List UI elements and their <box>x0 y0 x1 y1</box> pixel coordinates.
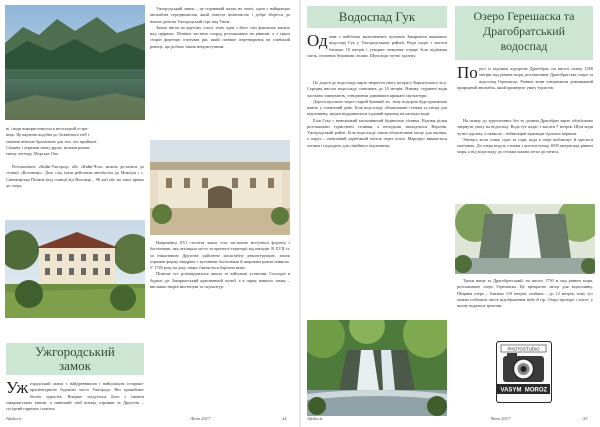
dropcap: Уж <box>6 381 29 397</box>
heading-line: Водоспад Гук <box>338 9 416 24</box>
waterfall-image <box>307 320 447 416</box>
gereshaska-body-text <box>457 118 593 200</box>
left-footer-brand: Afisha.ir <box>6 416 22 421</box>
intro-text: городський замок є найдревнішою і найціліщою історико-архітектурною будовою міста Ужгорода. Він приваблює безліч туристів. Вперше згадується його з іменем закарпатських князів, а нинішній свій вигляд отримав за Друготів – сусідний гарнізон і маєток. <box>6 381 144 411</box>
guk-waterfall-photo <box>307 320 447 416</box>
text-line: тичну легенду. Морське Око. <box>6 151 59 156</box>
heading-line: водоспад <box>500 39 548 53</box>
right-footer-brand: Afisha.ir <box>307 416 323 421</box>
lake-image <box>5 5 145 120</box>
paragraph: Розташовано «Кийв-Ужгород» або «Кийв-Чоп» можна дістатися до станції «Воловець». Далі слід їхати рейсовим автобусом до Міжгір'я і с. Синевирська Поляна (від станції від Воловця – 90 км) або на таксі прямо до озера. <box>6 164 144 188</box>
dragobrat-photo <box>455 204 595 274</box>
heading-line: Драгобратський <box>482 24 566 38</box>
guk-intro <box>307 34 447 76</box>
left-col2-bottom-text <box>150 240 290 414</box>
paragraph: Біля Гуку є невеличкий мальовничий будиночок лісника. Вздовж річки розташовані туристичні стоянки, а неподалік знаходиться Ворочів, Ужгородський район. Біля водоспаду також облаштоване місце для пікніка, а поруч – невеликий дерев'яний місток через потік. Маршрут вважається легким і підходить для сімейного відпочинку. <box>307 117 447 148</box>
text-line: вець. Це картина подібна до бісквітного неб з <box>6 132 90 138</box>
gereshaska-bottom-text <box>457 278 593 336</box>
right-page-number: 25 <box>583 416 588 421</box>
text-line: ні і води використовується нескладній остра- <box>6 126 89 131</box>
page-fold <box>299 0 301 427</box>
left-col1-mid-text <box>6 164 144 216</box>
paragraph: Увечері, коли сонце сідає за гори, вода в озері виблискує й здається магічною. До озера ведуть стежки з висоти понад 1000 метрів над рівнем моря, а від водоспаду до стежки можна легко дістатися. <box>457 136 593 155</box>
text-line: Смішну і отриман свою дружу, вельми роман- <box>6 144 91 150</box>
paragraph: Дорога пролягає через старий буковий ліс, тому подорож буде приємною навіть у спекотний день. Біля водоспаду облаштовані стежки та місця для відпочинку, звідки відкривається чудовий краєвид на каскади води. <box>307 98 447 117</box>
heading-line: Ужгородський <box>35 344 115 359</box>
dropcap: По <box>457 66 478 82</box>
heading-line: Озеро Герешаска та <box>473 9 575 23</box>
paragraph: Наприкінці XVI століття замок стає частиною могутньої фортеці з бастіонами, яка захищала місто та прилеглі території від нападів. В XVII ст. за ініціативою Друготів здійснено масштабну реконструкцію, замок отримав форму квадрата з кутовими бастіонами й широким ровом навколо. У 1728 році на даху замку з'являється барочна вежа. <box>150 240 290 270</box>
stamp-left-text: VASYM <box>500 387 522 394</box>
paragraph: Пізніше тут розміщувалися школа та військові установи. Сьогодні в будівлі діє Закарпатський краєзнавчий музей, а в парку навколо замку – виставка творів мистецтва та скульптур. <box>150 271 290 289</box>
text-line: темною вечною бронзовою для тих, хто прийшов <box>6 138 97 144</box>
left-page-number: 24 <box>282 416 287 421</box>
heading-uzhhorod-castle <box>6 343 144 375</box>
paragraph: Ужгородський замок – це справжній палац на землі, один з найкращих ансамблів середньовіччя, який повстає величністю і добре зберігся до наших днів на Ужгородській горі над Ужем. <box>150 6 290 24</box>
castle-image <box>5 220 145 318</box>
courtyard-photo <box>150 140 290 235</box>
castle-photo <box>5 220 145 318</box>
intro-text: ним з найбільш мальовничих куточків Закарпаття вважають водоспад Гук у Ужгородському районі. Вода падає з висоти близько 10 метрів і утворює невелике озерце біля підніжжя скель, оточених буковими лісами. Шум води чутно здалеку. <box>307 34 447 58</box>
courtyard-image <box>150 140 290 235</box>
lake-photo <box>5 5 145 120</box>
paragraph: Трохи вище за Драгобратський, на висоті 1750 м над рівнем моря, розташоване озеро Герешаска. Це прекрасне місце для відпочинку. Ширина озера – близько 110 метрів, глибина – до 12 метрів, тому тут можна побачити чисте відображення неба й гір. Озеро прозоре і чисте, у ньому водяться тритони. <box>457 278 593 308</box>
stamp-right-text: MOROZ <box>524 387 548 394</box>
photostudio-stamp <box>496 341 552 403</box>
paragraph: Замок звели на крутому схилі, тому одна з його стін фактично висить над прірвою. Пізніше частина споруд розташована на рівнині, а з трьох сторін фортецю оточував рів, який пізніше перетворився на глибокий ровець, що робило замок неприступним. <box>150 24 290 49</box>
left-col1-top-text <box>6 126 144 162</box>
stamp-top-text: PHOTOSTUDIO <box>507 346 540 352</box>
gereshaska-intro <box>457 66 593 114</box>
right-footer-issue: Літо 2017 <box>490 416 511 421</box>
left-footer-issue: Літо 2017 <box>190 416 211 421</box>
heading-line: замок <box>59 358 91 373</box>
paragraph: На шляху до туристичних баз та долини Драгобрат варто обов'язково звернути увагу на водоспад. Вода тут падає з висоти 7 метрів. Шум води чутно здалеку, а навколо – неймовірні краєвиди гірських вершин. <box>457 118 593 136</box>
dragobrat-image <box>455 204 595 274</box>
paragraph: По дорозі до водоспаду варто звернути увагу на красу Карпатського лісу. Середня висота водоспаду становить до 10 метрів. Взимку струмені води частково замерзають, утворюючи дивовижні крижані скульптури. <box>307 80 447 98</box>
uzhhorod-intro <box>6 381 144 415</box>
left-col2-top-text <box>150 6 290 136</box>
guk-body-text <box>307 80 447 316</box>
heading-gereshaska-lake <box>455 6 593 60</box>
dropcap: Од <box>307 34 328 50</box>
camera-stamp-icon <box>497 342 550 401</box>
heading-guk-waterfall <box>307 6 447 28</box>
intro-text: руч із відомим курортом Драгобрат, на висоті понад 1500 метрів над рівнем моря, розташоване Драгобратське озеро та водоспад Герешаска. Раніше вони утворювали дивовижний природний ансамбль, який привертає увагу туристів. <box>457 66 593 90</box>
